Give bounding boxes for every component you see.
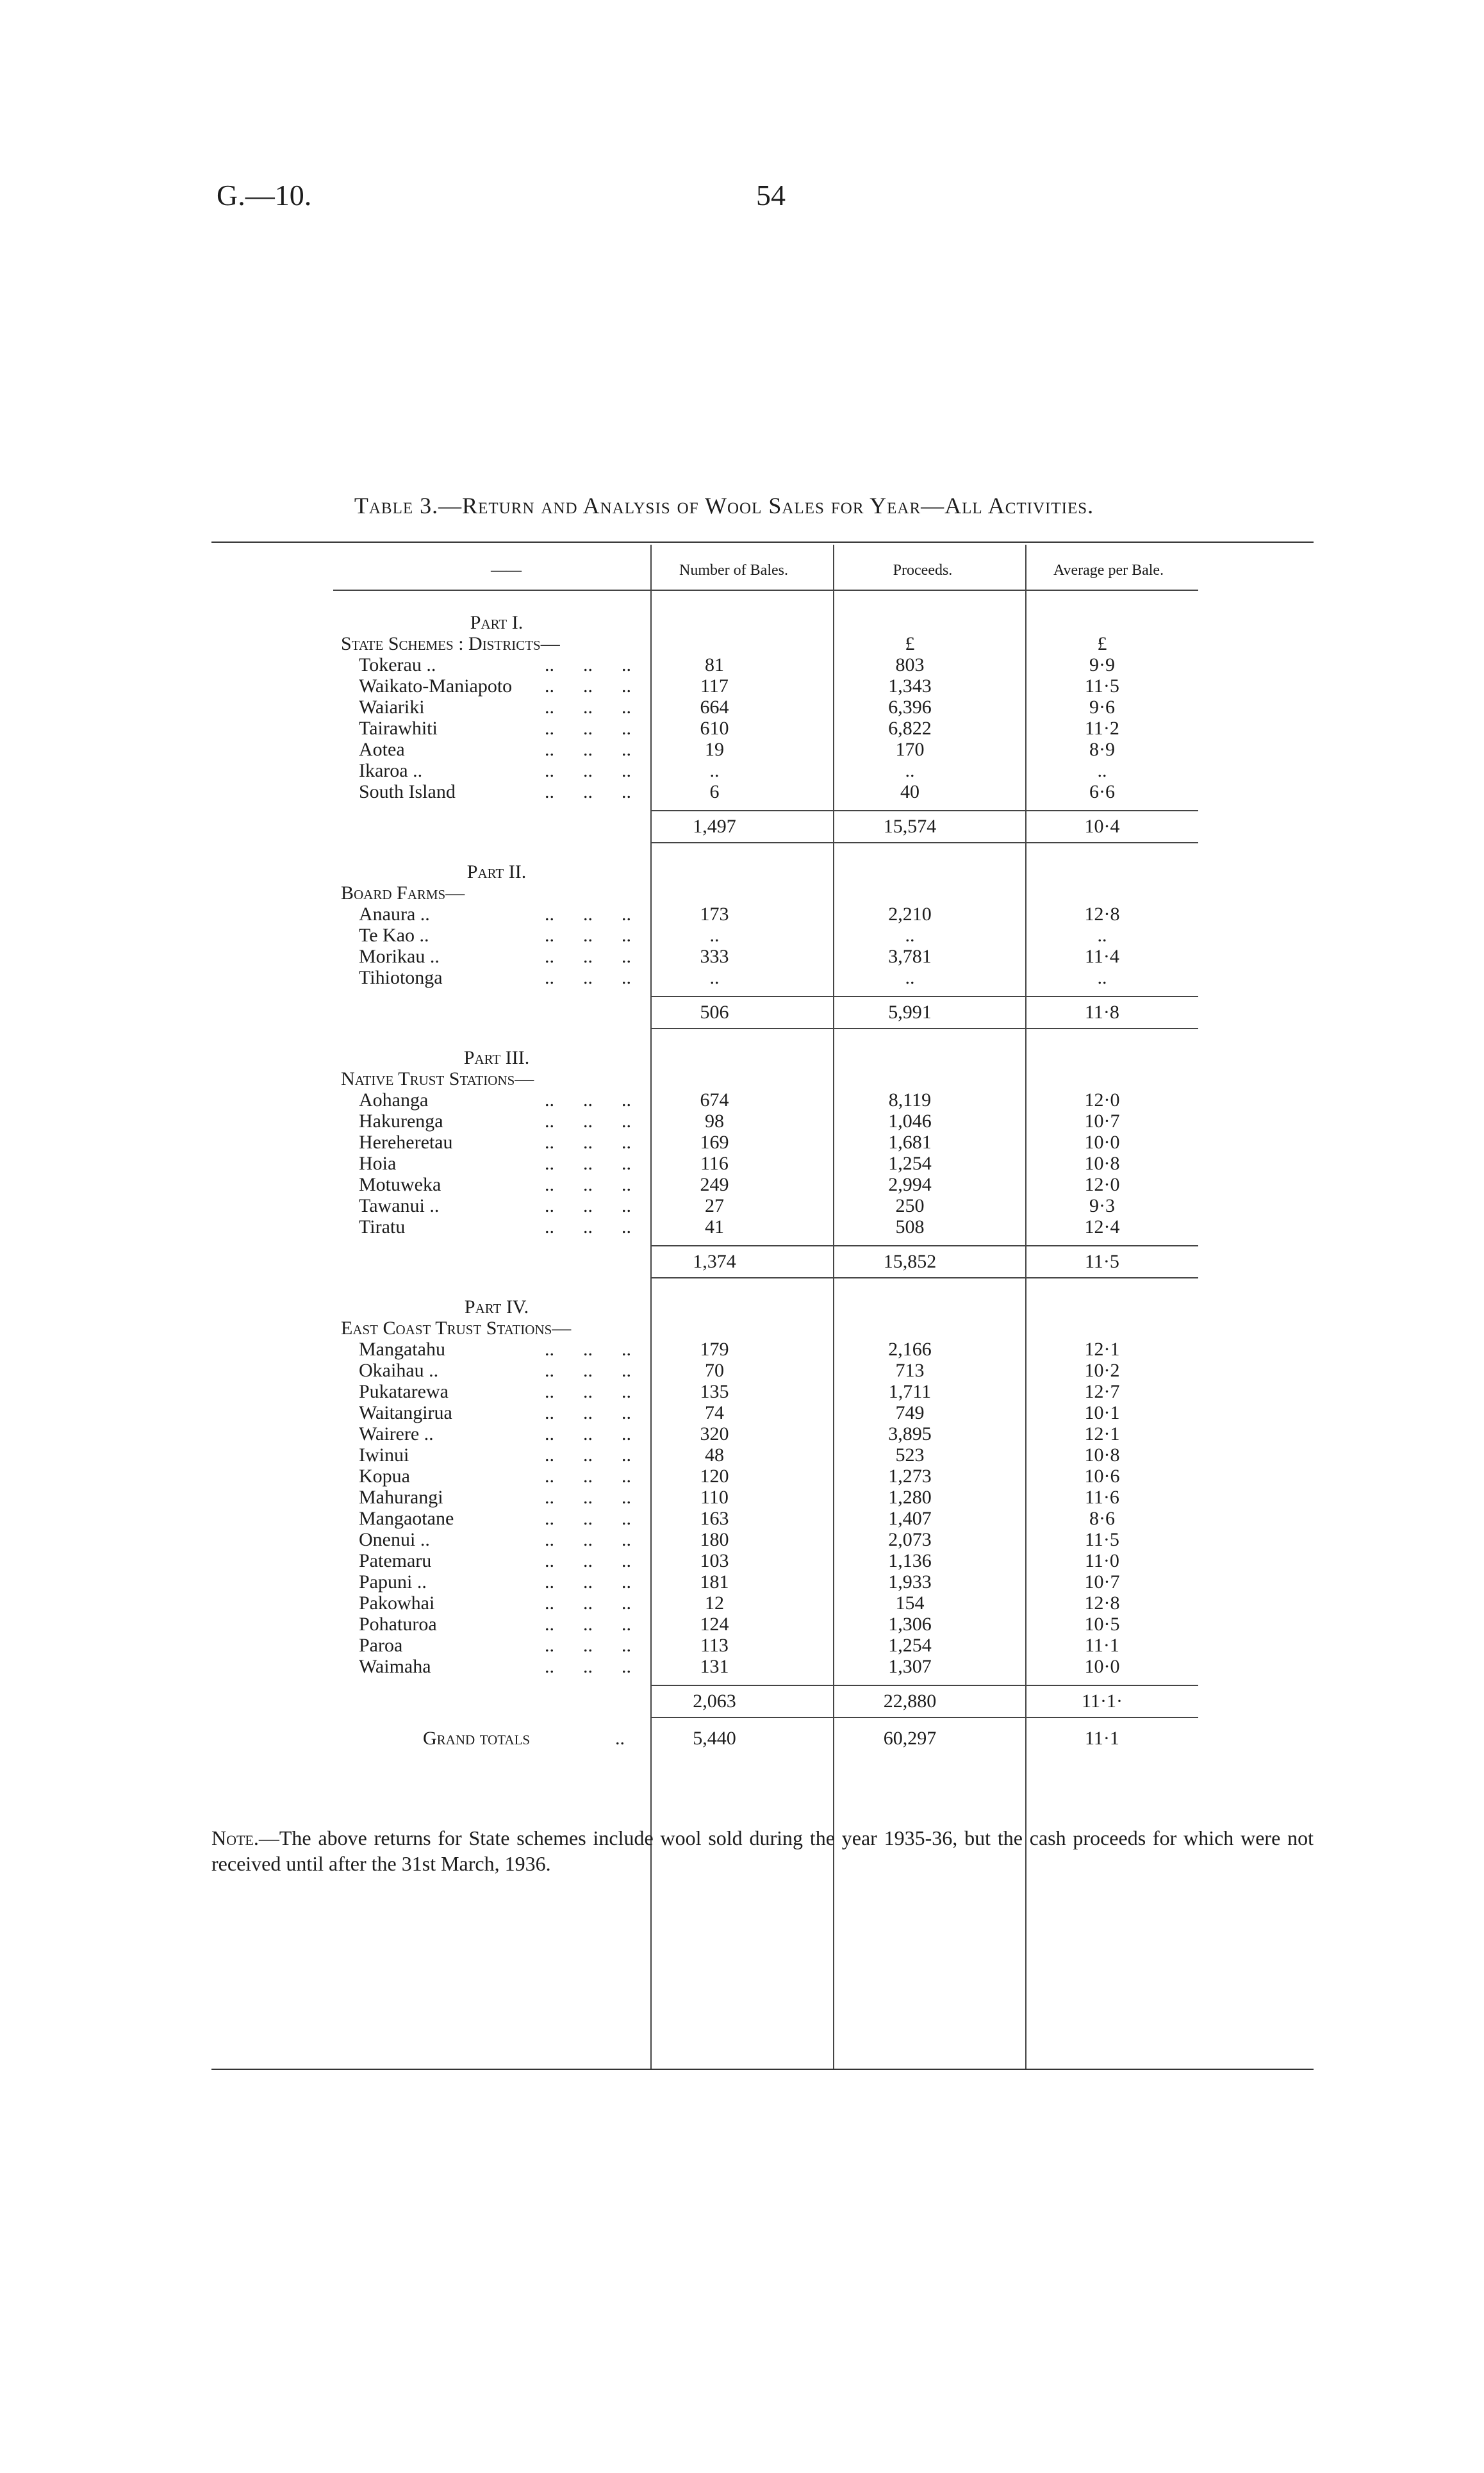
leader-dots: .. .. .. <box>545 1614 631 1635</box>
grand-total-proceeds: 60,297 <box>883 1728 937 1749</box>
cell-average: 10·1 <box>1084 1402 1120 1423</box>
leader-dots: .. .. .. <box>545 1550 631 1571</box>
cell-bales: 12 <box>705 1592 724 1614</box>
note-lead: Note. <box>211 1826 259 1849</box>
leader-dots: .. .. .. <box>545 1402 631 1423</box>
cell-bales: 113 <box>700 1635 729 1656</box>
cell-proceeds: 8,119 <box>888 1089 932 1111</box>
subtotal-row <box>333 1249 1198 1275</box>
leader-dots: .. .. .. <box>545 1466 631 1487</box>
cell-proceeds: 2,994 <box>888 1174 932 1195</box>
row-name: Papuni .. <box>359 1571 427 1592</box>
table-row <box>333 1423 1198 1444</box>
table-row <box>333 1111 1198 1132</box>
leader-dots: .. .. .. <box>545 1571 631 1592</box>
cell-proceeds: .. <box>905 967 915 988</box>
leader-dots: .. .. .. <box>545 946 631 967</box>
leader-dots: .. .. .. <box>545 781 631 802</box>
table-row <box>333 1635 1198 1656</box>
cell-average: 10·2 <box>1084 1360 1120 1381</box>
cell-proceeds: 2,073 <box>888 1529 932 1550</box>
cell-proceeds: 713 <box>895 1360 925 1381</box>
row-name: Pukatarewa <box>359 1381 449 1402</box>
leader-dots: .. .. .. <box>545 760 631 781</box>
cell-bales: 103 <box>700 1550 729 1571</box>
column-header-proceeds: Proceeds. <box>893 562 953 579</box>
cell-bales: .. <box>709 925 720 946</box>
row-name: Aotea <box>359 739 405 760</box>
cell-average: 12·0 <box>1084 1174 1120 1195</box>
part-title: Part I. <box>470 612 524 633</box>
grand-total-average: 11·1 <box>1085 1728 1119 1749</box>
leader-dots: .. .. .. <box>545 967 631 988</box>
leader-dots: .. .. .. <box>545 1360 631 1381</box>
cell-average: 9·9 <box>1089 654 1115 675</box>
cell-bales: 180 <box>700 1529 729 1550</box>
table-row <box>333 675 1198 697</box>
section-heading: State Schemes : Districts— <box>341 633 560 654</box>
table-row <box>333 1571 1198 1592</box>
cell-bales: 124 <box>700 1614 729 1635</box>
subtotal-row <box>333 814 1198 839</box>
row-name: Waimaha <box>359 1656 431 1677</box>
cell-average: 10·0 <box>1084 1656 1120 1677</box>
column-header-average: Average per Bale. <box>1053 562 1164 579</box>
cell-bales: 179 <box>700 1339 729 1360</box>
cell-proceeds: 1,254 <box>888 1635 932 1656</box>
table-row <box>333 1153 1198 1174</box>
cell-average: 10·5 <box>1084 1614 1120 1635</box>
subtotal-bales: 2,063 <box>693 1691 736 1712</box>
grand-total-row <box>333 1726 1198 1751</box>
row-name: Hakurenga <box>359 1111 443 1132</box>
cell-proceeds: 3,781 <box>888 946 932 967</box>
leader-dots: .. .. .. <box>545 718 631 739</box>
leader-dots: .. .. .. <box>545 1529 631 1550</box>
leader-dots: .. .. .. <box>545 1635 631 1656</box>
cell-average: 10·6 <box>1084 1466 1120 1487</box>
row-name: Onenui .. <box>359 1529 430 1550</box>
cell-average: 10·8 <box>1084 1444 1120 1466</box>
table-row <box>333 1195 1198 1216</box>
table-row <box>333 967 1198 988</box>
page-number: 54 <box>756 179 786 211</box>
cell-proceeds: 170 <box>895 739 925 760</box>
row-name: Kopua <box>359 1466 410 1487</box>
leader-dots: .. .. .. <box>545 1656 631 1677</box>
cell-proceeds: 803 <box>895 654 925 675</box>
part-title: Part II. <box>466 861 527 882</box>
cell-average: 10·7 <box>1084 1571 1120 1592</box>
subtotal-bales: 1,374 <box>693 1251 736 1272</box>
row-name: Hoia <box>359 1153 397 1174</box>
cell-proceeds: 2,210 <box>888 904 932 925</box>
table-row <box>333 904 1198 925</box>
row-name: Waikato-Maniapoto <box>359 675 513 697</box>
leader-dots: .. .. .. <box>545 1174 631 1195</box>
header-bottom-rule <box>333 590 1198 591</box>
cell-bales: 173 <box>700 904 729 925</box>
cell-proceeds: 523 <box>895 1444 925 1466</box>
cell-average: 11·5 <box>1085 675 1119 697</box>
column-header-bales: Number of Bales. <box>679 562 788 579</box>
cell-bales: .. <box>709 760 720 781</box>
row-name: Tairawhiti <box>359 718 438 739</box>
cell-bales: 169 <box>700 1132 729 1153</box>
row-name: Patemaru <box>359 1550 432 1571</box>
cell-average: .. <box>1097 925 1107 946</box>
subtotal-average: 11·8 <box>1085 1002 1119 1023</box>
row-name: Morikau .. <box>359 946 440 967</box>
cell-bales: 117 <box>700 675 729 697</box>
table-bottom-rule <box>211 2069 1314 2070</box>
row-name: Wairere .. <box>359 1423 434 1444</box>
currency-symbol: £ <box>1097 633 1107 654</box>
section-heading-row <box>333 1068 1198 1089</box>
leader-dots: .. .. .. <box>545 1592 631 1614</box>
leader-dots: .. .. .. <box>545 1216 631 1237</box>
cell-bales: 249 <box>700 1174 729 1195</box>
section-heading: Board Farms— <box>341 882 465 904</box>
cell-proceeds: 1,343 <box>888 675 932 697</box>
section-heading: East Coast Trust Stations— <box>341 1318 572 1339</box>
section-heading-row <box>333 1318 1198 1339</box>
cell-proceeds: 6,396 <box>888 697 932 718</box>
currency-symbol: £ <box>905 633 915 654</box>
leader-dots: .. .. .. <box>545 739 631 760</box>
part-title: Part III. <box>463 1047 530 1068</box>
part-title-row <box>333 1296 1198 1318</box>
table-row <box>333 1444 1198 1466</box>
table-row <box>333 1132 1198 1153</box>
cell-average: 10·8 <box>1084 1153 1120 1174</box>
cell-average: .. <box>1097 967 1107 988</box>
cell-proceeds: 508 <box>895 1216 925 1237</box>
leader-dots: .. .. .. <box>545 654 631 675</box>
row-name: Waiariki <box>359 697 425 718</box>
leader-dots: .. <box>615 1728 625 1749</box>
table-row <box>333 1550 1198 1571</box>
cell-bales: 163 <box>700 1508 729 1529</box>
table-row <box>333 1508 1198 1529</box>
row-name: Mangatahu <box>359 1339 445 1360</box>
table-row <box>333 654 1198 675</box>
cell-average: 9·6 <box>1089 697 1115 718</box>
row-name: Hereheretau <box>359 1132 453 1153</box>
cell-bales: .. <box>709 967 720 988</box>
cell-proceeds: 6,822 <box>888 718 932 739</box>
cell-average: 12·1 <box>1084 1423 1120 1444</box>
table-row <box>333 1174 1198 1195</box>
table-row <box>333 781 1198 802</box>
leader-dots: .. .. .. <box>545 1153 631 1174</box>
subtotal-bottom-rule <box>650 842 1198 843</box>
table-row <box>333 1656 1198 1677</box>
subtotal-row <box>333 1689 1198 1714</box>
cell-proceeds: 1,933 <box>888 1571 932 1592</box>
row-name: Aohanga <box>359 1089 429 1111</box>
leader-dots: .. .. .. <box>545 1444 631 1466</box>
part-title-row <box>333 861 1198 882</box>
subtotal-top-rule <box>650 996 1198 997</box>
leader-dots: .. .. .. <box>545 1339 631 1360</box>
cell-bales: 333 <box>700 946 729 967</box>
row-name: Pakowhai <box>359 1592 435 1614</box>
leader-dots: .. .. .. <box>545 1381 631 1402</box>
subtotal-average: 11·1· <box>1082 1691 1123 1712</box>
section-heading-row <box>333 882 1198 904</box>
row-name: Ikaroa .. <box>359 760 423 781</box>
cell-bales: 610 <box>700 718 729 739</box>
cell-average: 11·5 <box>1085 1529 1119 1550</box>
cell-bales: 19 <box>705 739 724 760</box>
table-row <box>333 946 1198 967</box>
cell-bales: 41 <box>705 1216 724 1237</box>
subtotal-bales: 506 <box>700 1002 729 1023</box>
leader-dots: .. .. .. <box>545 925 631 946</box>
subtotal-top-rule <box>650 1685 1198 1686</box>
cell-proceeds: 749 <box>895 1402 925 1423</box>
table-row <box>333 1381 1198 1402</box>
cell-average: 6·6 <box>1089 781 1115 802</box>
row-name: Mahurangi <box>359 1487 443 1508</box>
table-row <box>333 1592 1198 1614</box>
row-name: South Island <box>359 781 456 802</box>
row-name: Tawanui .. <box>359 1195 440 1216</box>
table-row <box>333 697 1198 718</box>
row-name: Paroa <box>359 1635 403 1656</box>
leader-dots: .. .. .. <box>545 1195 631 1216</box>
cell-bales: 120 <box>700 1466 729 1487</box>
column-header-blank: —— <box>491 562 522 579</box>
cell-bales: 70 <box>705 1360 724 1381</box>
row-name: Mangaotane <box>359 1508 454 1529</box>
subtotal-average: 11·5 <box>1085 1251 1119 1272</box>
row-name: Pohaturoa <box>359 1614 437 1635</box>
subtotal-proceeds: 15,852 <box>883 1251 937 1272</box>
cell-average: 10·7 <box>1084 1111 1120 1132</box>
part-title: Part IV. <box>464 1296 529 1318</box>
cell-average: 10·0 <box>1084 1132 1120 1153</box>
cell-bales: 674 <box>700 1089 729 1111</box>
row-name: Waitangirua <box>359 1402 452 1423</box>
cell-proceeds: .. <box>905 925 915 946</box>
row-name: Okaihau .. <box>359 1360 439 1381</box>
cell-average: 12·8 <box>1084 904 1120 925</box>
cell-bales: 181 <box>700 1571 729 1592</box>
subtotal-proceeds: 5,991 <box>888 1002 932 1023</box>
cell-proceeds: 3,895 <box>888 1423 932 1444</box>
table-row <box>333 1089 1198 1111</box>
cell-bales: 6 <box>709 781 720 802</box>
subtotal-bottom-rule <box>650 1717 1198 1718</box>
part-title-row <box>333 612 1198 633</box>
part-title-row <box>333 1047 1198 1068</box>
section-heading: Native Trust Stations— <box>341 1068 534 1089</box>
row-name: Te Kao .. <box>359 925 429 946</box>
row-name: Tiratu <box>359 1216 406 1237</box>
cell-proceeds: 1,273 <box>888 1466 932 1487</box>
table-title: Table 3.—Return and Analysis of Wool Sales for Year—All Activities. <box>354 493 1094 518</box>
cell-proceeds: 1,681 <box>888 1132 932 1153</box>
cell-average: 12·7 <box>1084 1381 1120 1402</box>
cell-bales: 48 <box>705 1444 724 1466</box>
row-name: Motuweka <box>359 1174 441 1195</box>
leader-dots: .. .. .. <box>545 1487 631 1508</box>
cell-proceeds: 2,166 <box>888 1339 932 1360</box>
page-header-reference: G.—10. <box>217 179 312 211</box>
section-heading-row <box>333 633 1198 654</box>
cell-proceeds: 1,407 <box>888 1508 932 1529</box>
cell-proceeds: .. <box>905 760 915 781</box>
subtotal-bottom-rule <box>650 1028 1198 1029</box>
row-name: Anaura .. <box>359 904 430 925</box>
cell-average: 12·8 <box>1084 1592 1120 1614</box>
row-name: Tihiotonga <box>359 967 443 988</box>
cell-average: 9·3 <box>1089 1195 1115 1216</box>
cell-proceeds: 1,711 <box>888 1381 932 1402</box>
table-row <box>333 1402 1198 1423</box>
cell-proceeds: 250 <box>895 1195 925 1216</box>
subtotal-bales: 1,497 <box>693 816 736 837</box>
cell-proceeds: 1,254 <box>888 1153 932 1174</box>
table-row <box>333 1339 1198 1360</box>
cell-proceeds: 1,136 <box>888 1550 932 1571</box>
table-row <box>333 1466 1198 1487</box>
cell-proceeds: 1,306 <box>888 1614 932 1635</box>
subtotal-row <box>333 1000 1198 1025</box>
cell-average: 8·6 <box>1089 1508 1115 1529</box>
cell-average: 11·4 <box>1085 946 1119 967</box>
cell-proceeds: 154 <box>895 1592 925 1614</box>
cell-bales: 664 <box>700 697 729 718</box>
table-row <box>333 1614 1198 1635</box>
note-text: —The above returns for State schemes include wool sold during the year 1935-36, but the cash proceeds for which were not received until after the 31st March, 1936. <box>211 1826 1314 1875</box>
cell-proceeds: 40 <box>900 781 919 802</box>
table-note <box>211 1825 1314 1876</box>
leader-dots: .. .. .. <box>545 697 631 718</box>
leader-dots: .. .. .. <box>545 1089 631 1111</box>
table-row <box>333 1529 1198 1550</box>
table-row <box>333 739 1198 760</box>
cell-bales: 135 <box>700 1381 729 1402</box>
table-row <box>333 1216 1198 1237</box>
cell-proceeds: 1,307 <box>888 1656 932 1677</box>
cell-average: 11·6 <box>1085 1487 1119 1508</box>
cell-bales: 81 <box>705 654 724 675</box>
table-row <box>333 1487 1198 1508</box>
cell-bales: 116 <box>700 1153 729 1174</box>
cell-average: 11·0 <box>1085 1550 1119 1571</box>
subtotal-proceeds: 22,880 <box>883 1691 937 1712</box>
subtotal-proceeds: 15,574 <box>883 816 937 837</box>
cell-average: 12·4 <box>1084 1216 1120 1237</box>
cell-proceeds: 1,046 <box>888 1111 932 1132</box>
leader-dots: .. .. .. <box>545 675 631 697</box>
cell-bales: 131 <box>700 1656 729 1677</box>
grand-total-label: Grand totals <box>423 1728 531 1749</box>
subtotal-bottom-rule <box>650 1277 1198 1278</box>
table-row <box>333 760 1198 781</box>
cell-average: 11·1 <box>1085 1635 1119 1656</box>
cell-bales: 110 <box>700 1487 729 1508</box>
table-row <box>333 925 1198 946</box>
leader-dots: .. .. .. <box>545 904 631 925</box>
row-name: Iwinui <box>359 1444 409 1466</box>
row-name: Tokerau .. <box>359 654 436 675</box>
cell-average: 8·9 <box>1089 739 1115 760</box>
subtotal-average: 10·4 <box>1084 816 1120 837</box>
cell-bales: 74 <box>705 1402 724 1423</box>
leader-dots: .. .. .. <box>545 1423 631 1444</box>
subtotal-top-rule <box>650 810 1198 811</box>
cell-average: 12·1 <box>1084 1339 1120 1360</box>
leader-dots: .. .. .. <box>545 1111 631 1132</box>
cell-average: 12·0 <box>1084 1089 1120 1111</box>
grand-total-bales: 5,440 <box>693 1728 736 1749</box>
cell-average: .. <box>1097 760 1107 781</box>
cell-bales: 27 <box>705 1195 724 1216</box>
subtotal-top-rule <box>650 1245 1198 1246</box>
table-row <box>333 1360 1198 1381</box>
table-row <box>333 718 1198 739</box>
leader-dots: .. .. .. <box>545 1508 631 1529</box>
leader-dots: .. .. .. <box>545 1132 631 1153</box>
cell-bales: 98 <box>705 1111 724 1132</box>
cell-proceeds: 1,280 <box>888 1487 932 1508</box>
cell-average: 11·2 <box>1085 718 1119 739</box>
table-top-rule <box>211 542 1314 543</box>
cell-bales: 320 <box>700 1423 729 1444</box>
